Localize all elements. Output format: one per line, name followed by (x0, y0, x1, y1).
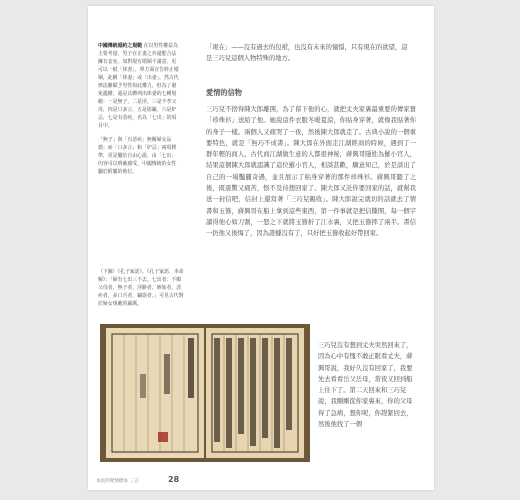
intro-paragraph: 「現在」——沒有過去的包袱，也沒有未來的憧憬，只有現在的欲望，這是三巧兒這個人物特殊的地方。 (206, 44, 408, 62)
sidebar-note (98, 42, 180, 182)
image-caption: （下圖）《孔子家語》。《孔子家語．本命解》：「婦有七出三不去。七出者：不順父母者，無子者，淫僻者，嫉妬者，惡疾者，多口舌者，竊盜者。」可見古代對於婦女規範的嚴厲。 (98, 269, 184, 307)
book-page (88, 6, 434, 490)
section-heading: 愛情的信物 (206, 88, 242, 97)
sidebar-second-paragraph: 「無子」與「有惡疾」無關婦女品德；而「口多言」和「妒忌」兩項標準，更是屬於自由心證，由「七出」內容可以明確感受，中國傳統的女性屬於附屬的地位。 (98, 137, 177, 175)
body-paragraph-continued: 三巧兒沒有想到丈夫突然回來了，因為心中有愧不敢正眼看丈夫，蔣興哥說，我好久沒有回家了，我要先去看看岳父岳母，當夜又回到船上住下了。第二天回來和三巧兒說，我剛剛從你家裏來，你的父母得了急病，想你呢，你趕緊回去，然後他找了一個 (318, 342, 413, 429)
sidebar-lead-text: 在以男性權益為主要考量，男子在正妻之外還能合法擁有妾室，如對現有婚姻不滿意，更可以一紙「休書」，單方面宣告終止婚姻，此稱「休妻」或「出妻」。然古代律法雖賦予男性如此權力，但為了避免濫權，還是具體列出休妻的七種規範：一是無子，二是淫，三是不孝父母，四是口多言，五是盜竊，六是妒忌，七是有惡疾，名為「七出」的項目中。 (98, 43, 179, 129)
running-footer: 本於的愛情標本 三言 (96, 479, 139, 484)
sidebar-lead-title: 中國傳統婚約之規範 (98, 43, 143, 49)
body-paragraph-main: 三巧兒不捨得陳大郎離開，為了留下他的心，就把丈夫家裏最重要的傳家寶「珍珠衫」送給了他。她說這件衣服冬暖夏涼，你貼身穿著，就像我貼著你的身子一樣。兩個人又痛哭了一夜，然後陳大郎就走了。古典小說的一個重要特色，就是「無巧不成書」。陳大郎在外面走江湖經商的時候，遇到了一群年輕的商人，古代商江湖做生意的人都很神秘，蔣興哥隱姓為羅小官人，結果這個陳大郎就認識了這位羅小官人，相談甚歡，願意知己，於是談出了自己的一場豔麗奇遇，並且展示了貼身穿著的那件珍珠衫。蔣興哥聽了之後，既震驚又痛苦，恨不及待想回家了。陳大郎又託你要回家的話，就幫我送一封信吧，信封上還寫著「三巧兒親收」。陳大郎說完就切的話就去了情書和玉簪，蔣興哥在船上拿到這些東西，第一件事就是把信撕開，每一個字讀得他心如刀割，一怒之下就將玉簪折了江水裏，又把玉簪摔了兩半。書信一扔他又後悔了，因為證據沒有了，只好把玉簪收起好帶回家。 (206, 106, 416, 238)
ancient-book-photo (100, 324, 310, 462)
sidebar-paragraph (98, 42, 180, 130)
page-number: 28 (168, 475, 180, 484)
